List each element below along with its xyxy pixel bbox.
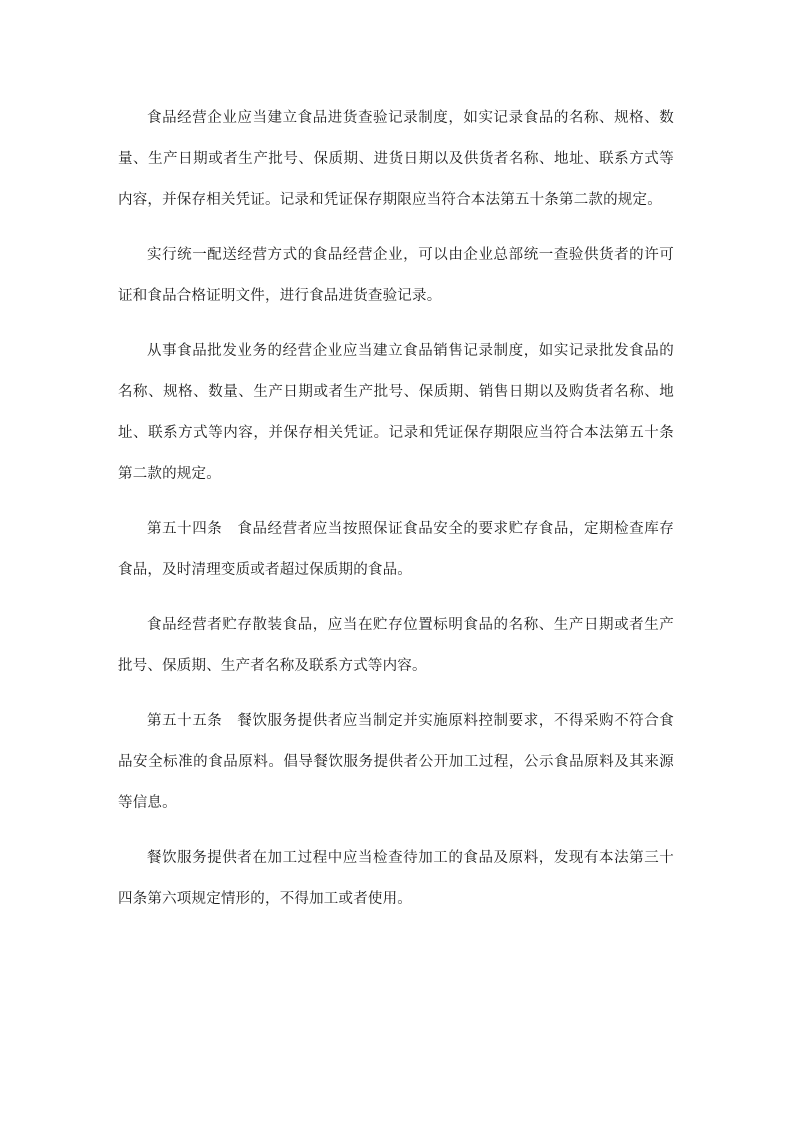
paragraph-6: 第五十五条 餐饮服务提供者应当制定并实施原料控制要求，不得采购不符合食品安全标准的食品原料。倡导餐饮服务提供者公开加工过程，公示食品原料及其来源等信息。: [118, 713, 674, 811]
paragraph-1: 食品经营企业应当建立食品进货查验记录制度，如实记录食品的名称、规格、数量、生产日期或者生产批号、保质期、进货日期以及供货者名称、地址、联系方式等内容，并保存相关凭证。记录和凭证保存期限应当符合本法第五十条第二款的规定。: [118, 110, 674, 208]
paragraph-2: 实行统一配送经营方式的食品经营企业，可以由企业总部统一查验供货者的许可证和食品合格证明文件，进行食品进货查验记录。: [118, 247, 674, 304]
document-body: [118, 98, 674, 934]
paragraph-4: 第五十四条 食品经营者应当按照保证食品安全的要求贮存食品，定期检查库存食品，及时清理变质或者超过保质期的食品。: [118, 521, 674, 578]
paragraph-5: 食品经营者贮存散装食品，应当在贮存位置标明食品的名称、生产日期或者生产批号、保质期、生产者名称及联系方式等内容。: [118, 617, 674, 674]
paragraph-7: 餐饮服务提供者在加工过程中应当检查待加工的食品及原料，发现有本法第三十四条第六项规定情形的，不得加工或者使用。: [118, 850, 674, 907]
paragraph-3: 从事食品批发业务的经营企业应当建立食品销售记录制度，如实记录批发食品的名称、规格、数量、生产日期或者生产批号、保质期、销售日期以及购货者名称、地址、联系方式等内容，并保存相关凭证。记录和凭证保存期限应当符合本法第五十条第二款的规定。: [118, 343, 674, 482]
